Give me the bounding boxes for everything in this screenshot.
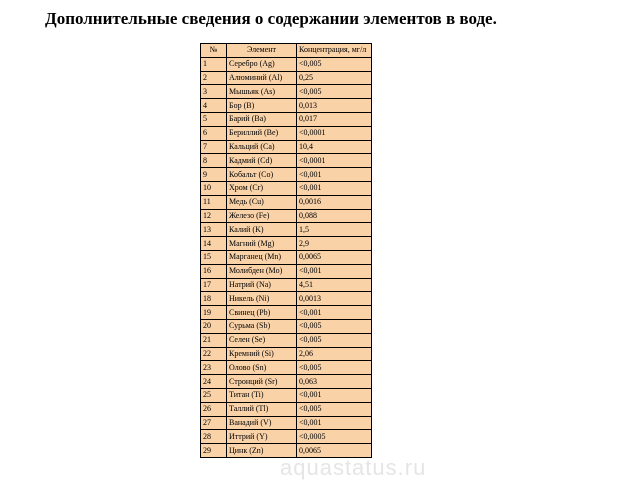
cell-concentration: 0,088: [297, 209, 372, 223]
cell-concentration: <0,005: [297, 57, 372, 71]
cell-concentration: 10,4: [297, 140, 372, 154]
cell-concentration: <0,005: [297, 402, 372, 416]
page-title: Дополнительные сведения о содержании элементов в воде.: [45, 9, 497, 28]
cell-element: Натрий (Na): [227, 278, 297, 292]
cell-element: Олово (Sn): [227, 361, 297, 375]
table-row: [201, 195, 372, 209]
cell-element: Стронций (Sr): [227, 375, 297, 389]
cell-concentration: <0,0001: [297, 126, 372, 140]
cell-element: Никель (Ni): [227, 292, 297, 306]
cell-element: Таллий (Tl): [227, 402, 297, 416]
cell-number: 6: [201, 126, 227, 140]
table-row: [201, 57, 372, 71]
table-row: [201, 140, 372, 154]
cell-element: Медь (Cu): [227, 195, 297, 209]
cell-concentration: <0,005: [297, 85, 372, 99]
cell-number: 14: [201, 237, 227, 251]
cell-number: 12: [201, 209, 227, 223]
cell-concentration: 0,0016: [297, 195, 372, 209]
cell-concentration: 2,9: [297, 237, 372, 251]
cell-number: 15: [201, 250, 227, 264]
cell-number: 19: [201, 306, 227, 320]
cell-concentration: <0,005: [297, 361, 372, 375]
cell-element: Иттрий (Y): [227, 430, 297, 444]
cell-element: Бор (B): [227, 99, 297, 113]
cell-number: 16: [201, 264, 227, 278]
cell-element: Селен (Se): [227, 333, 297, 347]
cell-concentration: <0,005: [297, 319, 372, 333]
cell-element: Серебро (Ag): [227, 57, 297, 71]
cell-number: 10: [201, 181, 227, 195]
cell-element: Железо (Fe): [227, 209, 297, 223]
cell-number: 29: [201, 444, 227, 458]
table-row: [201, 292, 372, 306]
table-row: [201, 388, 372, 402]
cell-number: 8: [201, 154, 227, 168]
cell-number: 3: [201, 85, 227, 99]
table-row: [201, 402, 372, 416]
cell-number: 1: [201, 57, 227, 71]
cell-number: 25: [201, 388, 227, 402]
table-row: [201, 416, 372, 430]
table-row: [201, 154, 372, 168]
cell-element: Кадмий (Cd): [227, 154, 297, 168]
table-row: [201, 361, 372, 375]
cell-element: Марганец (Mn): [227, 250, 297, 264]
cell-concentration: 2,06: [297, 347, 372, 361]
table-row: [201, 71, 372, 85]
cell-element: Бериллий (Be): [227, 126, 297, 140]
cell-concentration: <0,001: [297, 306, 372, 320]
cell-concentration: 0,017: [297, 112, 372, 126]
cell-element: Барий (Ba): [227, 112, 297, 126]
cell-number: 28: [201, 430, 227, 444]
cell-number: 11: [201, 195, 227, 209]
cell-concentration: <0,001: [297, 388, 372, 402]
table-row: [201, 278, 372, 292]
cell-concentration: <0,005: [297, 333, 372, 347]
cell-number: 24: [201, 375, 227, 389]
cell-number: 23: [201, 361, 227, 375]
cell-concentration: 0,0065: [297, 444, 372, 458]
cell-element: Калий (K): [227, 223, 297, 237]
cell-concentration: 0,25: [297, 71, 372, 85]
table-row: [201, 99, 372, 113]
cell-element: Кальций (Ca): [227, 140, 297, 154]
cell-element: Молибден (Mo): [227, 264, 297, 278]
table-header-row: [201, 44, 372, 58]
table-row: [201, 223, 372, 237]
cell-concentration: 0,0013: [297, 292, 372, 306]
table-row: [201, 181, 372, 195]
cell-concentration: <0,001: [297, 168, 372, 182]
cell-number: 2: [201, 71, 227, 85]
table-row: [201, 306, 372, 320]
table-row: [201, 444, 372, 458]
cell-number: 5: [201, 112, 227, 126]
table-body: [201, 57, 372, 457]
cell-element: Сурьма (Sb): [227, 319, 297, 333]
table-row: [201, 126, 372, 140]
table-row: [201, 333, 372, 347]
table-row: [201, 375, 372, 389]
cell-concentration: <0,0005: [297, 430, 372, 444]
cell-number: 9: [201, 168, 227, 182]
cell-number: 18: [201, 292, 227, 306]
cell-number: 26: [201, 402, 227, 416]
cell-element: Мышьяк (As): [227, 85, 297, 99]
header-number: №: [201, 44, 227, 58]
elements-table: [200, 43, 372, 458]
cell-number: 21: [201, 333, 227, 347]
cell-number: 27: [201, 416, 227, 430]
cell-concentration: <0,0001: [297, 154, 372, 168]
header-concentration: Концентрация, мг/л: [297, 44, 372, 58]
table-row: [201, 250, 372, 264]
table-row: [201, 237, 372, 251]
table-row: [201, 319, 372, 333]
cell-number: 17: [201, 278, 227, 292]
cell-element: Кобальт (Co): [227, 168, 297, 182]
cell-concentration: 4,51: [297, 278, 372, 292]
cell-element: Хром (Cr): [227, 181, 297, 195]
table-row: [201, 112, 372, 126]
cell-element: Ванадий (V): [227, 416, 297, 430]
cell-number: 22: [201, 347, 227, 361]
header-element: Элемент: [227, 44, 297, 58]
cell-concentration: <0,001: [297, 264, 372, 278]
table-row: [201, 85, 372, 99]
watermark: aquastatus.ru: [280, 455, 427, 480]
cell-concentration: 0,063: [297, 375, 372, 389]
table-row: [201, 264, 372, 278]
cell-concentration: <0,001: [297, 181, 372, 195]
cell-number: 13: [201, 223, 227, 237]
table-row: [201, 168, 372, 182]
cell-element: Цинк (Zn): [227, 444, 297, 458]
cell-number: 7: [201, 140, 227, 154]
cell-concentration: 1,5: [297, 223, 372, 237]
cell-number: 4: [201, 99, 227, 113]
cell-concentration: <0,001: [297, 416, 372, 430]
cell-concentration: 0,0065: [297, 250, 372, 264]
elements-table-container: [200, 43, 372, 458]
cell-element: Кремний (Si): [227, 347, 297, 361]
cell-element: Свинец (Pb): [227, 306, 297, 320]
cell-number: 20: [201, 319, 227, 333]
table-row: [201, 430, 372, 444]
table-row: [201, 209, 372, 223]
cell-element: Алюминий (Al): [227, 71, 297, 85]
cell-element: Магний (Mg): [227, 237, 297, 251]
cell-concentration: 0,013: [297, 99, 372, 113]
table-row: [201, 347, 372, 361]
cell-element: Титан (Ti): [227, 388, 297, 402]
